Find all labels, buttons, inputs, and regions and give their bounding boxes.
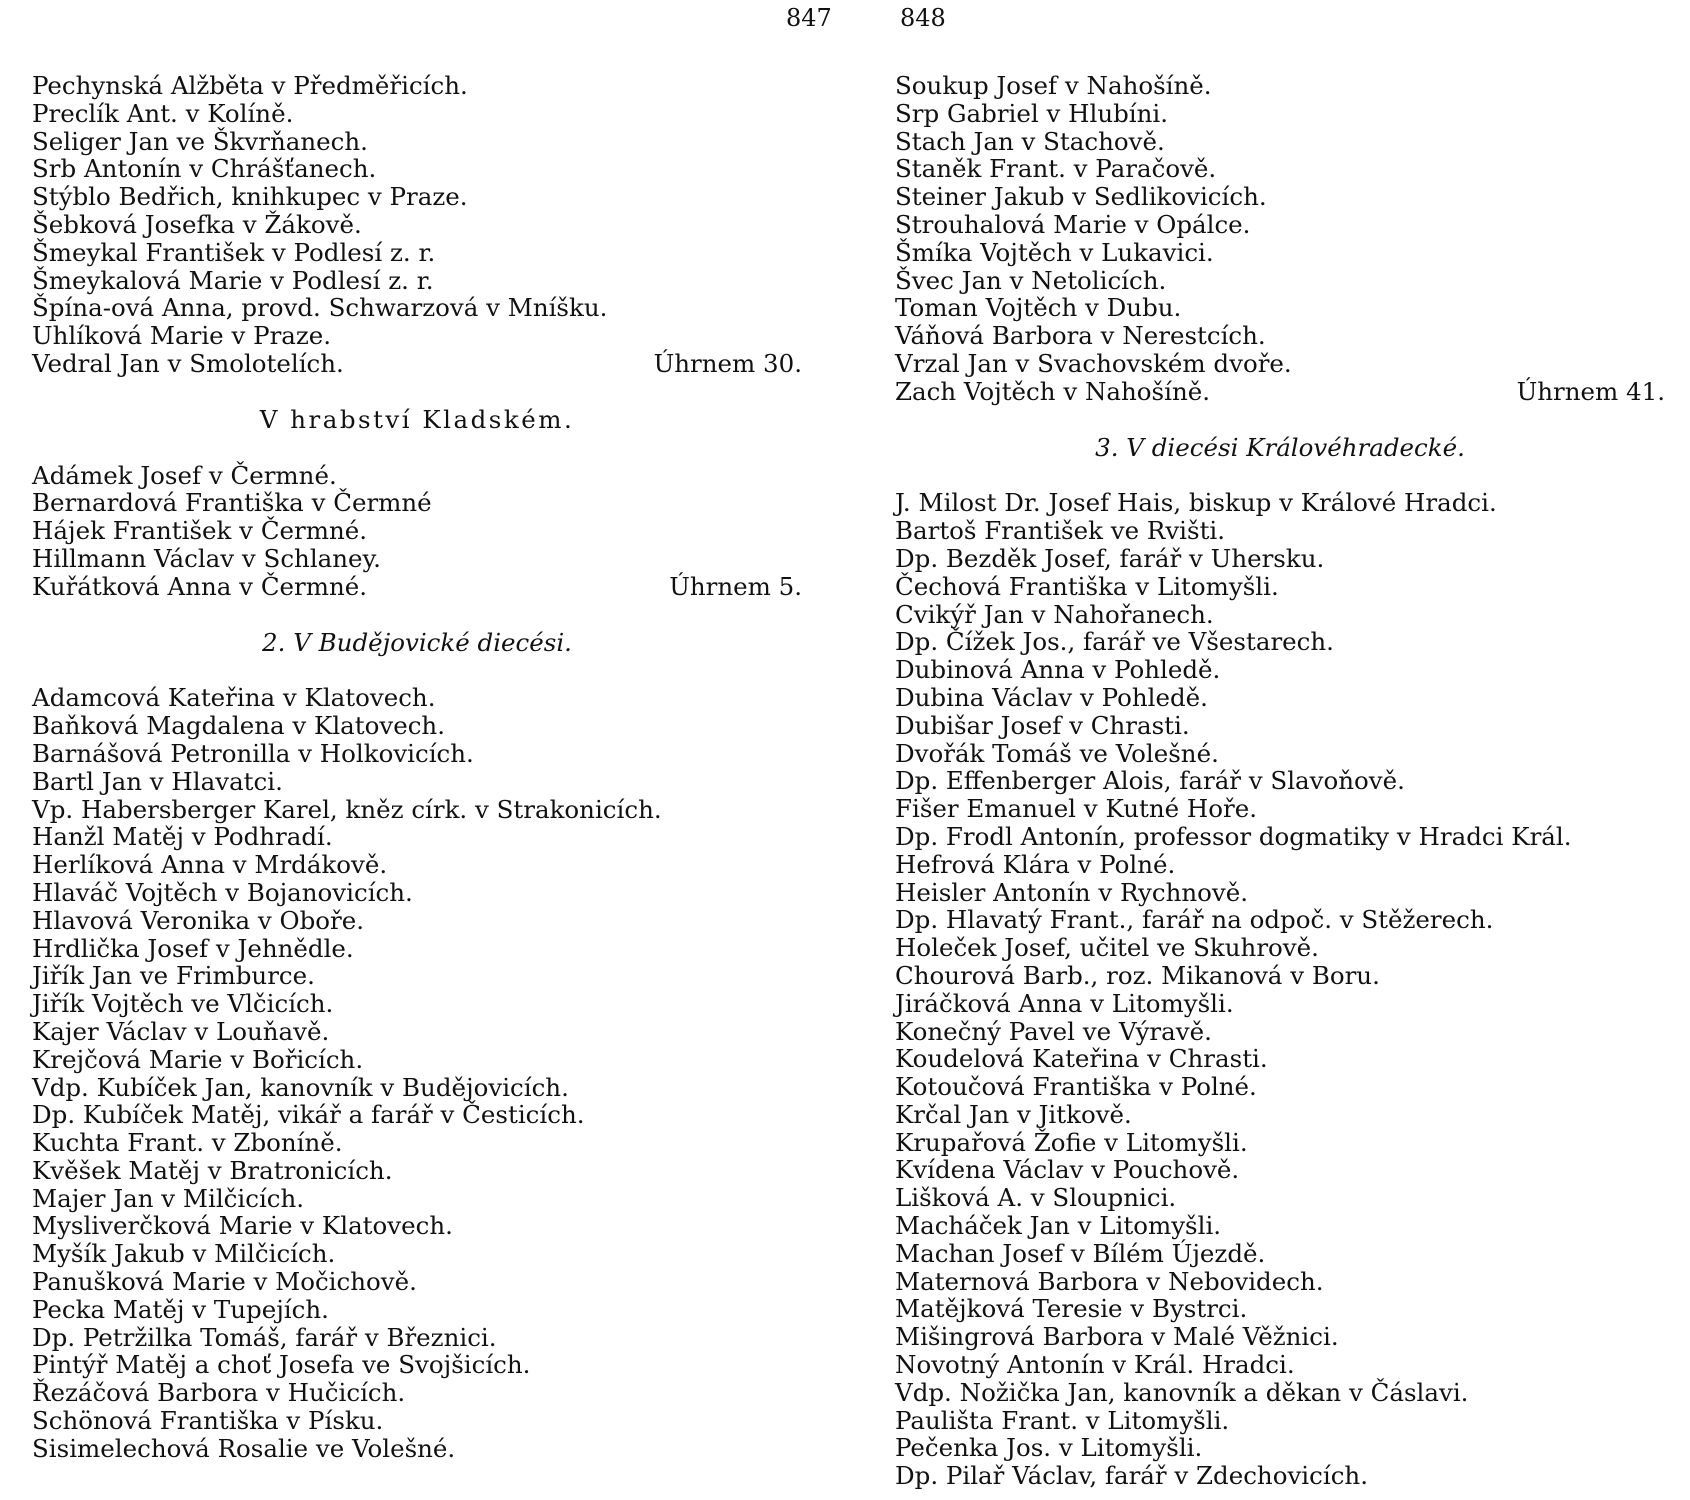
list-entry — [32, 962, 802, 990]
list-entry — [895, 573, 1665, 601]
list-entry — [32, 1407, 802, 1435]
list-entry — [32, 1046, 802, 1074]
list-entry — [895, 211, 1665, 239]
entry-text: Dubišar Josef v Chrasti. — [895, 710, 1190, 740]
list-entry — [32, 128, 802, 156]
list-entry — [32, 1296, 802, 1324]
entry-text: Adámek Josef v Čermné. — [32, 460, 337, 490]
list-entry — [895, 489, 1665, 517]
entry-text: Vdp. Kubíček Jan, kanovník v Budějovicích. — [32, 1072, 569, 1102]
list-entry — [32, 1157, 802, 1185]
entry-text: Konečný Pavel ve Výravě. — [895, 1016, 1212, 1046]
list-entry — [32, 489, 802, 517]
entry-text: Uhlíková Marie v Praze. — [32, 321, 332, 351]
list-entry — [895, 1407, 1665, 1435]
entry-text: Maternová Barbora v Nebovidech. — [895, 1266, 1324, 1296]
entry-text: Cvikýř Jan v Nahořanech. — [895, 599, 1214, 629]
list-entry — [895, 1101, 1665, 1129]
entry-text: Kuřátková Anna v Čermné. — [32, 571, 368, 601]
entry-text: Hrdlička Josef v Jehnědle. — [32, 933, 354, 963]
list-entry — [895, 712, 1665, 740]
entry-text: Myšík Jakub v Milčicích. — [32, 1239, 336, 1269]
entry-text: Seliger Jan ve Škvrňanech. — [32, 126, 368, 156]
entry-text: Machan Josef v Bílém Újezdě. — [895, 1238, 1266, 1268]
list-entry — [32, 1435, 802, 1463]
list-entry — [32, 462, 802, 490]
list-entry — [32, 935, 802, 963]
list-entry — [32, 517, 802, 545]
list-entry — [32, 1351, 802, 1379]
list-entry — [895, 183, 1665, 211]
entry-text: Kuchta Frant. v Zboníně. — [32, 1128, 343, 1158]
list-entry — [32, 573, 802, 601]
entry-text: Hlavová Veronika v Oboře. — [32, 905, 365, 935]
entry-text: Heisler Antonín v Rychnově. — [895, 877, 1249, 907]
entry-text: Lišková A. v Sloupnici. — [895, 1183, 1177, 1213]
entry-text: Krupařová Žofie v Litomyšli. — [895, 1127, 1248, 1157]
entry-text: Váňová Barbora v Nerestcích. — [895, 321, 1266, 351]
entry-text: Srb Antonín v Chrášťanech. — [32, 154, 377, 184]
list-entry — [32, 239, 802, 267]
list-entry — [895, 962, 1665, 990]
list-entry — [895, 1156, 1665, 1184]
entry-text: Čechová Františka v Litomyšli. — [895, 571, 1279, 601]
list-entry — [32, 823, 802, 851]
entry-text: Stýblo Bedřich, knihkupec v Praze. — [32, 182, 468, 212]
entry-text: Kotoučová Františka v Polné. — [895, 1072, 1257, 1102]
entry-text: Chourová Barb., roz. Mikanová v Boru. — [895, 960, 1380, 990]
left-section2-list — [32, 462, 802, 601]
list-entry — [895, 1212, 1665, 1240]
list-entry — [32, 796, 802, 824]
entry-text: Pečenka Jos. v Litomyšli. — [895, 1433, 1203, 1463]
list-entry — [32, 1074, 802, 1102]
entry-text: Hillmann Václav v Schlaney. — [32, 543, 381, 573]
list-entry — [895, 1379, 1665, 1407]
list-entry — [32, 211, 802, 239]
entry-text: Jiřík Jan ve Frimburce. — [32, 961, 315, 991]
entry-text: Dubinová Anna v Pohledě. — [895, 655, 1221, 685]
entry-text: Kajer Václav v Louňavě. — [32, 1016, 330, 1046]
list-entry — [32, 322, 802, 350]
entry-text: Dp. Pilař Václav, farář v Zdechovicích. — [895, 1461, 1368, 1491]
entry-text: Hájek František v Čermné. — [32, 516, 368, 546]
list-entry — [895, 601, 1665, 629]
entry-text: Špína-ová Anna, provd. Schwarzová v Mníšku. — [32, 293, 608, 323]
list-entry — [32, 1324, 802, 1352]
list-entry — [895, 1184, 1665, 1212]
entry-text: Dubina Václav v Pohledě. — [895, 682, 1208, 712]
list-entry — [895, 656, 1665, 684]
list-entry — [32, 1379, 802, 1407]
entry-text: Zach Vojtěch v Nahošíně. — [895, 376, 1211, 406]
list-entry — [32, 294, 802, 322]
entry-text: Baňková Magdalena v Klatovech. — [32, 711, 445, 741]
list-entry — [32, 1185, 802, 1213]
section-total: Úhrnem 30. — [653, 348, 802, 378]
entry-text: Krčal Jan v Jitkově. — [895, 1099, 1132, 1129]
entry-text: Šmeykalová Marie v Podlesí z. r. — [32, 265, 434, 295]
entry-text: Vp. Habersberger Karel, kněz círk. v Strakonicích. — [32, 794, 662, 824]
list-entry — [32, 990, 802, 1018]
right-section2-list — [895, 489, 1665, 1490]
list-entry — [32, 1101, 802, 1129]
list-entry — [895, 1129, 1665, 1157]
list-entry — [32, 768, 802, 796]
entry-text: Pecka Matěj v Tupejích. — [32, 1294, 329, 1324]
list-entry — [32, 740, 802, 768]
list-entry — [895, 322, 1665, 350]
list-entry — [895, 350, 1665, 378]
entry-text: Dp. Bezděk Josef, farář v Uhersku. — [895, 543, 1325, 573]
entry-text: Fišer Emanuel v Kutné Hoře. — [895, 794, 1258, 824]
entry-text: Krejčová Marie v Bořicích. — [32, 1044, 364, 1074]
entry-text: Macháček Jan v Litomyšli. — [895, 1211, 1222, 1241]
list-entry — [895, 1240, 1665, 1268]
list-entry — [32, 100, 802, 128]
entry-text: Srp Gabriel v Hlubíni. — [895, 98, 1169, 128]
entry-text: Strouhalová Marie v Opálce. — [895, 209, 1251, 239]
entry-text: Vrzal Jan v Svachovském dvoře. — [895, 348, 1292, 378]
entry-text: Bernardová Františka v Čermné — [32, 488, 432, 518]
list-entry — [895, 1073, 1665, 1101]
entry-text: Bartl Jan v Hlavatci. — [32, 766, 283, 796]
entry-text: Pechynská Alžběta v Předměřicích. — [32, 71, 468, 100]
entry-text: Mišingrová Barbora v Malé Věžnici. — [895, 1322, 1339, 1352]
list-entry — [895, 906, 1665, 934]
entry-text: Bartoš František ve Rvišti. — [895, 516, 1226, 546]
left-section1-list — [32, 72, 802, 378]
list-entry — [895, 823, 1665, 851]
list-entry — [895, 155, 1665, 183]
list-entry — [32, 72, 802, 100]
list-entry — [895, 1295, 1665, 1323]
list-entry — [32, 851, 802, 879]
entry-text: Panušková Marie v Močichově. — [32, 1267, 417, 1297]
list-entry — [895, 934, 1665, 962]
list-entry — [895, 1268, 1665, 1296]
entry-text: Majer Jan v Milčicích. — [32, 1183, 305, 1213]
entry-text: Herlíková Anna v Mrdákově. — [32, 850, 388, 880]
list-entry — [32, 350, 802, 378]
entry-text: Jiráčková Anna v Litomyšli. — [895, 988, 1234, 1018]
entry-text: Koudelová Kateřina v Chrasti. — [895, 1044, 1268, 1074]
entry-text: Šmeykal František v Podlesí z. r. — [32, 237, 436, 267]
list-entry — [32, 712, 802, 740]
right-section1-list — [895, 72, 1665, 406]
list-entry — [895, 294, 1665, 322]
list-entry — [32, 155, 802, 183]
entry-text: Barnášová Petronilla v Holkovicích. — [32, 738, 474, 768]
list-entry — [895, 1323, 1665, 1351]
list-entry — [32, 684, 802, 712]
list-entry — [32, 1212, 802, 1240]
entry-text: Toman Vojtěch v Dubu. — [895, 293, 1182, 323]
section-total: Úhrnem 41. — [1516, 376, 1665, 406]
entry-text: Hanžl Matěj v Podhradí. — [32, 822, 333, 852]
page-number-right: 848 — [900, 4, 946, 32]
list-entry — [32, 1129, 802, 1157]
entry-text: Dp. Čížek Jos., farář ve Všestarech. — [895, 627, 1334, 657]
entry-text: Steiner Jakub v Sedlikovicích. — [895, 182, 1267, 212]
list-entry — [32, 1268, 802, 1296]
entry-text: Dp. Effenberger Alois, farář v Slavoňově. — [895, 766, 1405, 796]
list-entry — [895, 740, 1665, 768]
entry-text: Stach Jan v Stachově. — [895, 126, 1165, 156]
entry-text: Vedral Jan v Smolotelích. — [32, 348, 344, 378]
entry-text: Paulišta Frant. v Litomyšli. — [895, 1405, 1230, 1435]
entry-text: Dp. Hlavatý Frant., farář na odpoč. v Stěžerech. — [895, 905, 1494, 935]
list-entry — [32, 1018, 802, 1046]
list-entry — [32, 183, 802, 211]
entry-text: Šebková Josefka v Žákově. — [32, 209, 362, 239]
entry-text: Dvořák Tomáš ve Volešné. — [895, 738, 1219, 768]
list-entry — [895, 795, 1665, 823]
list-entry — [895, 72, 1665, 100]
entry-text: Kvěšek Matěj v Bratronicích. — [32, 1155, 393, 1185]
list-entry — [32, 545, 802, 573]
entry-text: Kvídena Václav v Pouchově. — [895, 1155, 1240, 1185]
list-entry — [895, 239, 1665, 267]
list-entry — [895, 1045, 1665, 1073]
entry-text: Šmíka Vojtěch v Lukavici. — [895, 237, 1214, 267]
list-entry — [32, 907, 802, 935]
entry-text: Mysliverčková Marie v Klatovech. — [32, 1211, 453, 1241]
entry-text: Řezáčová Barbora v Hučicích. — [32, 1378, 406, 1408]
list-entry — [895, 1351, 1665, 1379]
list-entry — [895, 628, 1665, 656]
entry-text: Vdp. Nožička Jan, kanovník a děkan v Čáslavi. — [895, 1377, 1469, 1407]
entry-text: Adamcová Kateřina v Klatovech. — [32, 683, 436, 713]
entry-text: Soukup Josef v Nahošíně. — [895, 71, 1212, 100]
section-heading-kladsko: V hrabství Kladském. — [259, 404, 575, 434]
section-heading-kralovehradecka: 3. V diecési Královéhradecké. — [1095, 432, 1465, 462]
list-entry — [895, 267, 1665, 295]
entry-text: Matějková Teresie v Bystrci. — [895, 1294, 1248, 1324]
list-entry — [895, 1434, 1665, 1462]
left-section3-list — [32, 684, 802, 1462]
section-heading-budejovice: 2. V Budějovické diecési. — [262, 627, 572, 657]
entry-text: Sisimelechová Rosalie ve Volešné. — [32, 1433, 456, 1463]
entry-text: Jiřík Vojtěch ve Vlčicích. — [32, 989, 334, 1019]
entry-text: Švec Jan v Netolicích. — [895, 265, 1167, 295]
entry-text: Staněk Frant. v Paračově. — [895, 154, 1217, 184]
list-entry — [32, 879, 802, 907]
list-entry — [895, 879, 1665, 907]
entry-text: Schönová Františka v Písku. — [32, 1406, 384, 1436]
list-entry — [32, 1240, 802, 1268]
list-entry — [895, 378, 1665, 406]
list-entry — [895, 517, 1665, 545]
entry-text: J. Milost Dr. Josef Hais, biskup v Králové Hradci. — [895, 488, 1497, 518]
section-total: Úhrnem 5. — [669, 571, 802, 601]
page-number-left: 847 — [786, 4, 832, 32]
entry-text: Dp. Frodl Antonín, professor dogmatiky v Hradci Král. — [895, 821, 1572, 851]
list-entry — [895, 767, 1665, 795]
entry-text: Hlaváč Vojtěch v Bojanovicích. — [32, 877, 413, 907]
left-column — [32, 72, 802, 1463]
entry-text: Novotný Antonín v Král. Hradci. — [895, 1350, 1295, 1380]
entry-text: Pintýř Matěj a choť Josefa ve Svojšicích. — [32, 1350, 531, 1380]
entry-text: Preclík Ant. v Kolíně. — [32, 98, 294, 128]
list-entry — [32, 267, 802, 295]
entry-text: Dp. Kubíček Matěj, vikář a farář v Česticích. — [32, 1100, 585, 1130]
entry-text: Dp. Petržilka Tomáš, farář v Březnici. — [32, 1322, 497, 1352]
list-entry — [895, 1018, 1665, 1046]
list-entry — [895, 851, 1665, 879]
list-entry — [895, 990, 1665, 1018]
list-entry — [895, 100, 1665, 128]
list-entry — [895, 545, 1665, 573]
list-entry — [895, 1462, 1665, 1490]
entry-text: Holeček Josef, učitel ve Skuhrově. — [895, 933, 1319, 963]
entry-text: Hefrová Klára v Polné. — [895, 849, 1176, 879]
list-entry — [895, 684, 1665, 712]
list-entry — [895, 128, 1665, 156]
right-column — [895, 72, 1665, 1490]
